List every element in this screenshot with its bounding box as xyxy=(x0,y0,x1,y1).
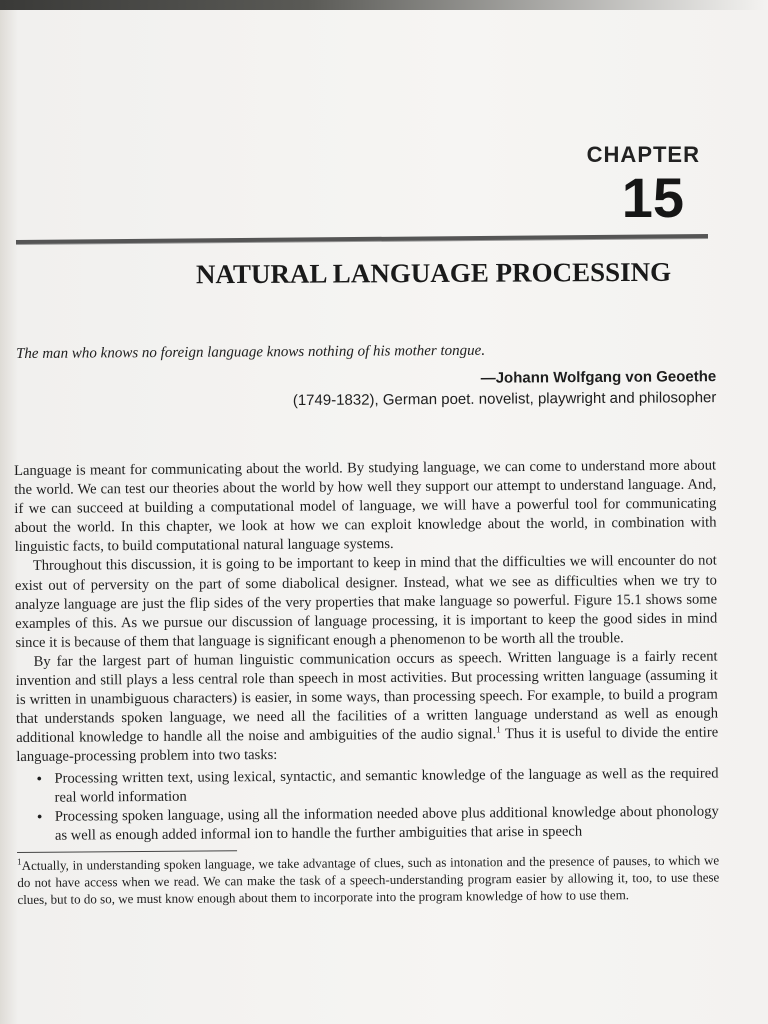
paragraph-2: Throughout this discussion, it is going to be important to keep in mind that the difficulties we will encounter do not exist out of perversity on the part of some diabolical designer. Instead, what we see as difficulties when we try to analyze language are just the flip sides of the very properties that make language so powerful. Figure 15.1 shows some examples of this. As we pursue our discussion of language processing, it is important to keep the good sides in mind since it is because of them that language is significant enough a phenomenon to be worth all the trouble. xyxy=(14,552,718,651)
task-list xyxy=(16,764,719,846)
list-item: • Processing spoken language, using all the information needed above plus additional knowledge about phonology as well as enough added informal ion to handle the further ambiguities that arise in speech xyxy=(55,802,719,845)
chapter-number: 15 xyxy=(621,166,684,229)
footnote-text: Actually, in understanding spoken language, we take advantage of clues, such as intonation and the presence of pauses, to which we do not have access when we read. We can make the task of a speech-understanding program easier by allowing it, too, to use these clues, but to do so, we must know enough about them to incorporate into the program knowledge of how to use them. xyxy=(17,852,720,907)
footnote-divider xyxy=(17,850,237,853)
chapter-body xyxy=(14,456,719,907)
footnote-marker: 1 xyxy=(17,856,22,867)
chapter-divider xyxy=(16,234,708,244)
list-item: • Processing written text, using lexical, syntactic, and semantic knowledge of the language as well as the required real world information xyxy=(54,764,718,807)
epigraph-quote: The man who knows no foreign language knows nothing of his mother tongue. xyxy=(16,342,486,362)
footnote-reference: 1 xyxy=(496,724,501,735)
epigraph-author-details: (1749-1832), German poet. novelist, playwright and philosopher xyxy=(292,389,717,410)
paragraph-1: Language is meant for communicating about the world. By studying language, we can come to understand more about the world. We can test our theories about the world by how well they support our attempt to understand language. And, if we can succeed at building a computational model of language, we will have a powerful tool for communicating about the world. In this chapter, we look at how we can exploit knowledge about the world, in combination with linguistic facts, to build computational natural language systems. xyxy=(14,457,717,556)
chapter-title: NATURAL LANGUAGE PROCESSING xyxy=(195,256,672,290)
page-edge-shadow xyxy=(0,0,768,10)
chapter-label: CHAPTER xyxy=(586,142,700,167)
paragraph-3-end: Thus it is useful to divide the entire language-processing problem into two tasks: xyxy=(16,724,719,766)
epigraph xyxy=(16,341,716,411)
paragraph-3-text: By far the largest part of human linguistic communication occurs as speech. Written language is a fairly recent invention and still plays a less central role than speech in most activities. But processing written language (assuming it is written in unambiguous characters) is easier, in some ways, than processing speech. For example, to build a program that understands spoken language, we need all the facilities of a written language understand as well as enough additional knowledge to handle all the noise and ambiguities of the audio signal. xyxy=(15,648,719,747)
paragraph-3 xyxy=(15,647,718,767)
epigraph-author: —Johann Wolfgang von Geoethe xyxy=(480,368,717,387)
footnote xyxy=(17,851,719,908)
